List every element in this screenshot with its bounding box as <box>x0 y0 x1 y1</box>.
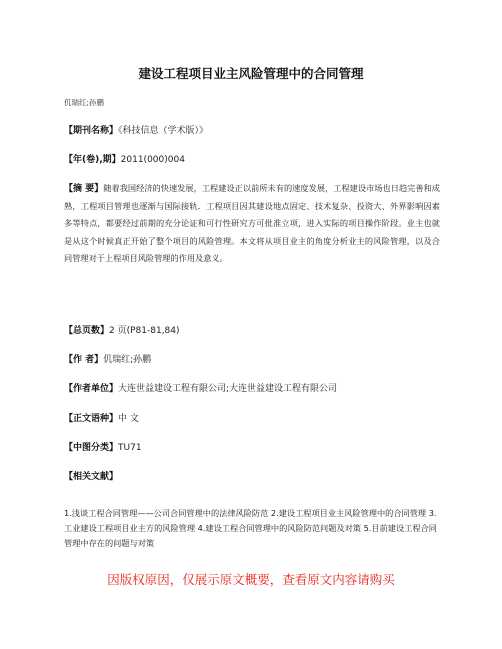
abstract-label: 【摘 要】 <box>64 184 104 194</box>
language-label: 【正文语种】 <box>64 414 119 424</box>
clc-field <box>64 442 142 454</box>
clc-value: TU71 <box>118 443 142 453</box>
abstract-value: 随着我国经济的快速发展，工程建设正以前所未有的速度发展，工程建设市场也日趋完善和成熟，工程项目管理也逐渐与国际接轨．工程项目因其建设地点固定、技术复杂、投资大、外界影响因素多等特点，都要经过前期的充分论证和可行性研究方可批准立项，进入实际的项目操作阶段。业主也就是从这个时候真正开始了整个项目的风险管理。本文将从项目业主的角度分析业主的风险管理，以及合同管理对于上程项目风险管理的作用及意义。 <box>64 183 440 263</box>
clc-label: 【中图分类】 <box>64 443 119 453</box>
language-value: 中 文 <box>118 414 139 424</box>
author-label: 【作 者】 <box>64 355 104 365</box>
related-label: 【相关文献】 <box>64 472 119 482</box>
journal-field <box>64 125 208 137</box>
journal-label: 【期刊名称】 <box>64 126 119 136</box>
year-issue-field <box>64 154 185 166</box>
related-list: 1.浅谈工程合同管理——公司合同管理中的法律风险防范 2.建设工程项目业主风险管理中的合同管理 3.工业建设工程项目业主方的风险管理 4.建设工程合同管理中的风险防范问题及对策 5.目前建设工程合同管理中存在的问题与对策 <box>64 508 437 548</box>
language-field <box>64 413 139 425</box>
author-value: 仉瑞红;孙鹏 <box>103 355 152 365</box>
author-field <box>64 354 151 366</box>
author-line: 仉瑞红;孙鹏 <box>64 98 105 107</box>
affiliation-label: 【作者单位】 <box>64 384 119 394</box>
abstract-field <box>64 180 440 267</box>
affiliation-field <box>64 383 337 395</box>
journal-value: 《科技信息（学术版）》 <box>118 126 209 136</box>
document-title: 建设工程项目业主风险管理中的合同管理 <box>138 66 364 81</box>
year-issue-value: 2011(000)004 <box>120 155 185 165</box>
pages-label: 【总页数】 <box>64 326 110 336</box>
related-field <box>64 471 118 483</box>
affiliation-value: 大连世益建设工程有限公司;大连世益建设工程有限公司 <box>118 384 338 394</box>
pages-value: 2 页(P81-81,84) <box>109 326 180 336</box>
year-issue-label: 【年(卷),期】 <box>64 155 121 165</box>
pages-field <box>64 325 180 337</box>
copyright-notice: 因版权原因，仅展示原文概要，查看原文内容请购买 <box>107 572 395 587</box>
